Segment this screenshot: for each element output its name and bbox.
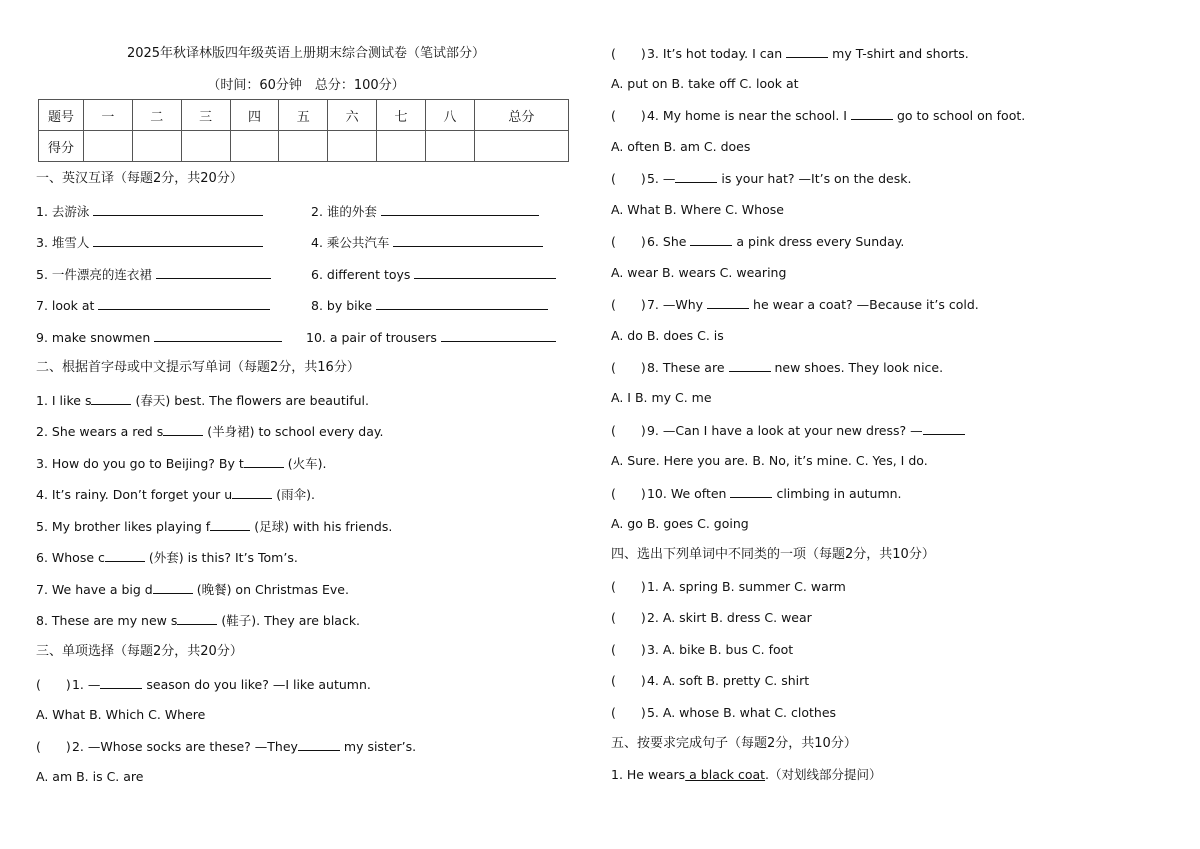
answer-blank[interactable]	[177, 612, 217, 625]
answer-blank[interactable]	[298, 738, 340, 751]
answer-blank[interactable]	[244, 455, 284, 468]
score-input-cell[interactable]	[425, 131, 474, 162]
translation-item	[306, 329, 556, 346]
answer-blank[interactable]	[156, 266, 271, 279]
item-text: 10. a pair of trousers	[306, 330, 437, 345]
item-text: 8. by bike	[311, 298, 373, 313]
score-row-label: 得分	[39, 131, 84, 162]
odd-one-out-item	[611, 610, 812, 626]
answer-paren[interactable]: ( )	[36, 677, 71, 692]
item-text: climbing in autumn.	[776, 486, 902, 501]
translation-item	[311, 203, 539, 220]
item-text: 4. It’s rainy. Don’t forget your u	[36, 487, 233, 502]
choice-options: A. put on B. take off C. look at	[611, 76, 799, 91]
spelling-item	[36, 549, 298, 566]
item-text: go to school on foot.	[896, 108, 1026, 123]
section-2-title: 二、根据首字母或中文提示写单词（每题2分，共16分）	[36, 360, 360, 375]
answer-paren[interactable]: ( )	[611, 610, 646, 625]
item-text: 6. She	[646, 234, 687, 249]
answer-blank[interactable]	[91, 392, 131, 405]
item-text: 1. He wears	[611, 767, 686, 782]
answer-paren[interactable]: ( )	[611, 234, 646, 249]
choice-item	[611, 485, 902, 502]
choice-options: A. go B. goes C. going	[611, 516, 749, 531]
underlined-phrase: a black coat	[685, 767, 766, 782]
item-text: 3. A. bike B. bus C. foot	[646, 642, 794, 657]
item-text: 5. A. whose B. what C. clothes	[646, 705, 837, 720]
spelling-item	[36, 392, 369, 409]
answer-blank[interactable]	[381, 203, 539, 216]
answer-paren[interactable]: ( )	[611, 423, 646, 438]
answer-blank[interactable]	[210, 518, 250, 531]
item-text: (外套) is this? It’s Tom’s.	[148, 550, 298, 565]
item-text: (晚餐) on Christmas Eve.	[196, 582, 349, 597]
choice-options: A. do B. does C. is	[611, 328, 724, 343]
choice-options: A. wear B. wears C. wearing	[611, 265, 787, 280]
choice-item	[611, 422, 965, 439]
answer-paren[interactable]: ( )	[611, 46, 646, 61]
answer-blank[interactable]	[690, 233, 732, 246]
translation-item	[311, 234, 543, 251]
choice-options: A. What B. Where C. Whose	[611, 202, 784, 217]
score-input-cell[interactable]	[84, 131, 133, 162]
spelling-item	[36, 423, 384, 440]
item-text: 2. She wears a red s	[36, 424, 164, 439]
score-cell: 三	[181, 100, 230, 131]
answer-blank[interactable]	[154, 329, 282, 342]
score-table-header-row	[39, 100, 569, 131]
page-title: 2025年秋译林版四年级英语上册期末综合测试卷（笔试部分）	[126, 46, 486, 61]
section-3-title: 三、单项选择（每题2分，共20分）	[36, 644, 243, 659]
score-cell: 六	[328, 100, 377, 131]
answer-blank[interactable]	[414, 266, 556, 279]
item-text: 1. A. spring B. summer C. warm	[646, 579, 846, 594]
choice-item	[611, 45, 969, 62]
answer-blank[interactable]	[393, 234, 543, 247]
item-text: (雨伞).	[276, 487, 315, 502]
item-text: 1. 去游泳	[36, 204, 90, 219]
spelling-item	[36, 581, 349, 598]
item-text: 9. make snowmen	[36, 330, 151, 345]
item-text: 2. 谁的外套	[311, 204, 377, 219]
item-text: new shoes. They look nice.	[774, 360, 944, 375]
answer-paren[interactable]: ( )	[611, 486, 646, 501]
score-input-cell[interactable]	[328, 131, 377, 162]
item-text: (半身裙) to school every day.	[207, 424, 384, 439]
score-cell: 七	[377, 100, 426, 131]
answer-blank[interactable]	[376, 297, 548, 310]
choice-item	[611, 170, 911, 187]
score-table	[38, 99, 569, 162]
score-input-cell[interactable]	[132, 131, 181, 162]
item-text: 1. I like s	[36, 393, 92, 408]
score-input-cell[interactable]	[474, 131, 568, 162]
answer-blank[interactable]	[441, 329, 556, 342]
item-text: 2. —Whose socks are these? —They	[71, 739, 298, 754]
item-text: is your hat? —It’s on the desk.	[721, 171, 912, 186]
choice-item	[611, 296, 979, 313]
score-cell: 八	[425, 100, 474, 131]
item-text: a pink dress every Sunday.	[736, 234, 905, 249]
item-text: (足球) with his friends.	[254, 519, 393, 534]
item-text: 7. —Why	[646, 297, 704, 312]
item-text: my sister’s.	[343, 739, 417, 754]
answer-blank[interactable]	[93, 203, 263, 216]
answer-blank[interactable]	[675, 170, 717, 183]
item-text: he wear a coat? —Because it’s cold.	[753, 297, 979, 312]
score-cell: 四	[230, 100, 279, 131]
answer-blank[interactable]	[98, 297, 270, 310]
answer-paren[interactable]: ( )	[611, 579, 646, 594]
item-text: 8. These are my new s	[36, 613, 178, 628]
answer-blank[interactable]	[707, 296, 749, 309]
item-text: 2. A. skirt B. dress C. wear	[646, 610, 812, 625]
answer-paren[interactable]: ( )	[611, 108, 646, 123]
item-text: 6. different toys	[311, 267, 411, 282]
answer-blank[interactable]	[153, 581, 193, 594]
item-text: 3. It’s hot today. I can	[646, 46, 783, 61]
spelling-item	[36, 486, 315, 503]
choice-options: A. I B. my C. me	[611, 390, 712, 405]
choice-item	[611, 359, 943, 376]
section-5-title: 五、按要求完成句子（每题2分，共10分）	[611, 736, 857, 751]
odd-one-out-item	[611, 705, 836, 721]
choice-options: A. What B. Which C. Where	[36, 707, 206, 722]
score-cell: 二	[132, 100, 181, 131]
answer-paren[interactable]: ( )	[36, 739, 71, 754]
item-text: (春天) best. The flowers are beautiful.	[135, 393, 370, 408]
item-text: (鞋子). They are black.	[221, 613, 361, 628]
item-text: 8. These are	[646, 360, 725, 375]
odd-one-out-item	[611, 579, 846, 595]
translation-item	[36, 266, 271, 283]
answer-blank[interactable]	[93, 234, 263, 247]
answer-blank[interactable]	[100, 676, 142, 689]
item-text: season do you like? —I like autumn.	[146, 677, 371, 692]
odd-one-out-item	[611, 673, 809, 689]
translation-item	[36, 329, 282, 346]
item-text: 4. 乘公共汽车	[311, 235, 390, 250]
translation-item	[311, 297, 548, 314]
item-text: 6. Whose c	[36, 550, 105, 565]
translation-item	[36, 297, 270, 314]
score-input-cell[interactable]	[279, 131, 328, 162]
item-text: .（对划线部分提问）	[765, 767, 882, 782]
item-text: 9. —Can I have a look at your new dress? —	[646, 423, 923, 438]
item-text: 3. 堆雪人	[36, 235, 90, 250]
item-text: 3. How do you go to Beijing? By t	[36, 456, 244, 471]
choice-item	[36, 676, 371, 693]
answer-blank[interactable]	[163, 423, 203, 436]
choice-options: A. often B. am C. does	[611, 139, 751, 154]
section-1-title: 一、英汉互译（每题2分，共20分）	[36, 171, 243, 186]
spelling-item	[36, 455, 326, 472]
item-text: 5. —	[646, 171, 676, 186]
answer-paren[interactable]: ( )	[611, 673, 646, 688]
answer-blank[interactable]	[105, 549, 145, 562]
answer-paren[interactable]: ( )	[611, 642, 646, 657]
item-text: my T-shirt and shorts.	[832, 46, 969, 61]
item-text: (火车).	[287, 456, 327, 471]
answer-paren[interactable]: ( )	[611, 360, 646, 375]
answer-paren[interactable]: ( )	[611, 705, 646, 720]
translation-item	[36, 203, 263, 220]
score-table-score-row	[39, 131, 569, 162]
page-subtitle: （时间：60分钟 总分：100分）	[207, 78, 405, 93]
spelling-item	[36, 518, 392, 535]
choice-item	[36, 738, 416, 755]
answer-blank[interactable]	[729, 359, 771, 372]
item-text: 1. —	[71, 677, 101, 692]
answer-blank[interactable]	[786, 45, 828, 58]
rewrite-item	[611, 767, 882, 783]
section-4-title: 四、选出下列单词中不同类的一项（每题2分，共10分）	[611, 547, 935, 562]
item-text: 4. My home is near the school. I	[646, 108, 847, 123]
item-text: 4. A. soft B. pretty C. shirt	[646, 673, 810, 688]
choice-item	[611, 107, 1025, 124]
translation-item	[311, 266, 556, 283]
choice-options: A. am B. is C. are	[36, 769, 144, 784]
score-cell: 总分	[474, 100, 568, 131]
score-cell: 题号	[39, 100, 84, 131]
item-text: 5. My brother likes playing f	[36, 519, 211, 534]
odd-one-out-item	[611, 642, 793, 658]
choice-options: A. Sure. Here you are. B. No, it’s mine. C. Yes, I do.	[611, 453, 928, 468]
choice-item	[611, 233, 904, 250]
item-text: 5. 一件漂亮的连衣裙	[36, 267, 152, 282]
score-input-cell[interactable]	[377, 131, 426, 162]
answer-paren[interactable]: ( )	[611, 171, 646, 186]
item-text: 7. We have a big d	[36, 582, 153, 597]
score-input-cell[interactable]	[230, 131, 279, 162]
answer-blank[interactable]	[923, 422, 965, 435]
answer-paren[interactable]: ( )	[611, 297, 646, 312]
answer-blank[interactable]	[851, 107, 893, 120]
answer-blank[interactable]	[232, 486, 272, 499]
score-cell: 一	[84, 100, 133, 131]
spelling-item	[36, 612, 360, 629]
item-text: 7. look at	[36, 298, 95, 313]
answer-blank[interactable]	[730, 485, 772, 498]
item-text: 10. We often	[646, 486, 727, 501]
translation-item	[36, 234, 263, 251]
score-cell: 五	[279, 100, 328, 131]
score-input-cell[interactable]	[181, 131, 230, 162]
